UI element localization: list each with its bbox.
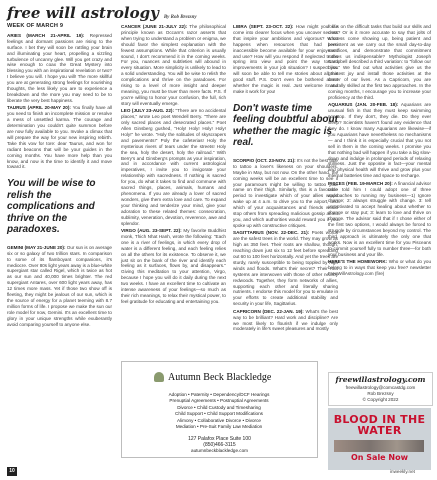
week-heading: WEEK OF MARCH 9 bbox=[7, 23, 64, 29]
ad-service-line: Divorce • Child Custody and Timesharing bbox=[177, 404, 261, 410]
horoscope-text: It's not the best time to tattoo a lover's likeness on your shoulders. Maybe in May, but not now. On the other hand, the coming weeks will be an excellent time to see if your paramours might be willing to tattoo your name on their thigh. Similarly, this is a favorable period to investigate which of your allies would wake up at 4 a.m. to drive you to the airport, and which of your acquaintances and friends would stop others from spreading malicious gossip about you, and which authorities would reward you if you spoke up with constructive critiques. bbox=[233, 157, 338, 228]
sign-heading: VIRGO (AUG. 23-SEPT. 22): bbox=[121, 228, 182, 233]
sign-heading: LEO (JULY 23-AUG. 22): bbox=[121, 108, 174, 114]
pull-quote: Don't waste time feeling doubtful about whether the magic is real. bbox=[233, 102, 338, 149]
ad-name: Autumn Beck Blackledge bbox=[168, 371, 272, 383]
sign-heading: PISCES (FEB. 19-MARCH 20): bbox=[328, 180, 393, 186]
ad-service-line: Alimony • Collaborative Divorce • Divorce bbox=[177, 417, 261, 423]
ad-service-line: Mediation • Pre-Suit Family Law Mediation bbox=[175, 424, 263, 430]
page-number: 10 bbox=[7, 467, 17, 476]
homework bbox=[328, 259, 431, 277]
horoscope-text: My favorite Buddhist monk, Thich Nhat Hanh, wrote the following: "Each one is a river of feelings, in which every drop of water is a different feeling, and each feeling relies on all the others for its existence. To observe it, we just sit on the bank of the river and identify each feeling as it surfaces, flows by, and disappears." Giving this meditation to your attention, Virgo, because I hope you will do it daily during the next two weeks. I have an excellent time to cultivate an intense awareness of your feelings—so much as their rich meanings, to relax their mystical power, to feel gratitude for educating and entertaining you. bbox=[121, 228, 226, 304]
ad-address bbox=[162, 436, 277, 448]
sign-heading: AQUARIUS (JAN. 20-FEB. 18): bbox=[328, 102, 399, 108]
ad-street: 127 Palafox Place Suite 100 bbox=[188, 436, 251, 442]
ad-phone: (850)466-3115 bbox=[203, 442, 236, 449]
horoscope-pisces bbox=[328, 181, 431, 258]
horoscope-scorpio bbox=[233, 158, 338, 229]
horoscope-text: The philosophical principle known as Occam's razor asserts that when trying to understand a problem or enigma, we should favor the simplest explanation with the fewest assumptions. While that criterion is usually sound, I don't recommend it in the coming weeks. For you, nuances and subtleties will abound in every situation. More simplicity is unlikely to lead to a solid understanding. You will be wise to relish the complications and thrive on the paradoxes. For rising to a level of more insight and deeper meaning, you must be truer than mere facts. P.S. If you're willing to honor your confusion, the full, rich story will eventually emerge. bbox=[121, 24, 226, 106]
poster-image bbox=[334, 440, 424, 452]
sign-heading: CANCER (JUNE 21-JULY 22): bbox=[121, 24, 188, 29]
horoscope-text: Who or what do you belong to in ways that keep you free? newsletter FreeWillAstrology.com (fire) bbox=[328, 259, 431, 276]
poster-subtitle: On Sale Now bbox=[351, 453, 408, 462]
sign-heading: SCORPIO (OCT. 23-NOV. 21): bbox=[233, 157, 296, 163]
poster-title: BLOOD IN THE WATER bbox=[333, 413, 426, 437]
masthead bbox=[7, 4, 197, 22]
column-title: free will astrology bbox=[7, 4, 159, 22]
law-office-ad[interactable] bbox=[121, 361, 318, 458]
ad-url[interactable]: autumnbeckblackledge.com bbox=[191, 448, 248, 453]
sign-heading: GEMINI (MAY 21-JUNE 20): bbox=[7, 244, 66, 250]
horoscope-taurus bbox=[7, 105, 112, 170]
horoscope-text: A financial advisor once told him I could adopt one of three approaches to running my business—1) Ignore change; 2: always struggle with change. 3: tell unmotivated to accept healing about whether to change or stay put; 3: learn to love and thrive on change. The advisor said that if I chose either of the first two options, I would always be forced to struggle by circumstances beyond my control. The third approach is ultimately the only one that works. Now is an excellent time for you Pisceans to commit yourself fully to number three—for both your business and your life. bbox=[328, 180, 431, 257]
horoscope-cancer bbox=[121, 24, 226, 107]
sign-heading: LIBRA (SEPT. 23-OCT. 22): bbox=[233, 24, 294, 29]
sign-heading: CAPRICORN (DEC. 22-JAN. 19): bbox=[233, 308, 304, 314]
ad-service-line: Adoption • Paternity • Dependency/DCF Hearings bbox=[168, 392, 270, 397]
site-box[interactable] bbox=[328, 372, 433, 406]
horoscope-aries bbox=[7, 33, 112, 104]
pull-quote: You will be wise to relish the complications and thrive on the paradoxes. bbox=[7, 178, 96, 236]
horoscope-text: What's the best way to be brilliant? Hard work and discipline? Are we most likely to flourish if we indulge only moderately in life's sweet pleasures and mostly bbox=[233, 308, 338, 332]
blood-in-the-water-ad[interactable] bbox=[328, 408, 431, 470]
column-3 bbox=[233, 24, 338, 334]
horoscope-capricorn bbox=[233, 309, 338, 333]
column-1 bbox=[7, 24, 112, 329]
sign-heading: HERE'S THE HOMEWORK: bbox=[328, 259, 388, 265]
horoscope-gemini bbox=[7, 245, 112, 328]
sign-heading: TAURUS (APRIL 20-MAY 20): bbox=[7, 105, 71, 111]
ad-service-line: Child Support • Child Support Modifications bbox=[175, 411, 263, 417]
sign-heading: ARIES (MARCH 21-APRIL 19): bbox=[7, 32, 85, 38]
horoscope-text: Poets words are the safest trees in the world. They may grow as high as 350 feet. Their roots are shallow, though, reaching down just six to 12 feet before spreading out 60 to 100 feet horizontally. And yet the trees are sturdy, rarely susceptible to being toppled by high winds and floods. What's their secret? Their root systems are interwoven with those of other nearby redwoods. Together, they form networks of allies, supporting each other and literally sharing nutrients. I endorse this model for you to emulate in your efforts to create additional stability and security in your life, Sagittarius. bbox=[233, 230, 339, 307]
byline: By Rob Brezsny bbox=[163, 15, 197, 20]
site-url[interactable]: freewillastrology.com bbox=[335, 375, 426, 384]
horoscope-text: You finally have all you need to finish an incomplete mission or resolve a mess of unsettled karma. The courage and determination you couldn't quite summon before are now fully available to you. Invoke a climax that will prepare the way for your new inspiring rebirth. Take this vow for tore: dear Taurus, and won for radiant beacons that will be your guides in the coming months. You have more help than you know, and now is the time to identify it and move toward it. bbox=[7, 105, 112, 170]
ad-logo bbox=[154, 367, 282, 387]
horoscope-leo bbox=[121, 108, 226, 226]
column-4 bbox=[328, 24, 431, 278]
horoscope-text: "There are no accidental places," wrote Leo poet Wendell Berry. "There are only sacred places and desecrated places." Poet Allen Ginsberg gushed, "Holy! Holy! Holy! Holy! Holy!" he wrote. "Holy the solitudes of skyscrapers and pavements!" Poly the cafeterias! Holy the mysterious rivers of tears under the streets! Holy the sea, holy the desert, holy the railroad." With Berry's and Ginsberg's prompts as your inspiration, and in accordance with current astrological imperatives, I invite you to invigorate your relationship with sacredness. If nothing is sacred for you, do what it takes to find and commune with sacred things, places, animals, humans and phenomena. If you are already a lover of sacred wonders, give them extra love and care. To expand your thinking and tenderize your mind, give your adoration to these related themes: consecration, sublimity, veneration, devotion, reverence, awe and splendor. bbox=[121, 108, 226, 226]
site-email[interactable]: freewillastrology@comcastdg.com bbox=[345, 385, 416, 390]
horoscope-libra bbox=[233, 24, 338, 95]
ad-services bbox=[144, 392, 294, 430]
horoscope-text: How might your life come into clearer focus when you uncover secrets that inspire your ambitions and vigorous? What happens when resources that had been inaccessible become available for your enjoyment and use? How will you respond if neglected truths spring into view and point the way toward improvements in your job situation? I suspect you will soon be able to tell me stories about all this good stuff. P.S. Don't even be bothered about whether the magic is real. Just welcome it and make it work for you! bbox=[233, 24, 338, 94]
tree-icon bbox=[154, 372, 164, 382]
horoscope-sagittarius bbox=[233, 230, 338, 307]
horoscope-text: Our sun is on average six or so galaxy of two trillion stars. In comparison to some of its flamboyant companions, it's mediocre. Over 80s light years away is a blue-white supergiant star called Rigel, which is twice as hot as our sun and 40,000 times brighter. The red supergiant Antares, over 600 light years away, has 12 times more mass. Yet if those two show off is fleeting, they might be jealous of our sun, which is the source of energy for a planet teeming with 8.7 million forms of life. I propose we make the sun our role model for now, Gemini. It's an excellent time to glory in your unique strengths while exuberantly avoid comparing yourself to anyone else. bbox=[7, 244, 112, 327]
horoscope-virgo bbox=[121, 228, 226, 305]
horoscope-text: Aquarians are unusual fish in that they must keep swimming nonstop. If they don't, they die. Do they ever sleep? Scientists haven't found any evidence that they do. I know many Aquarians are likewise—if you Aquarians have nevertheless no mechanisms— and I think it is especially crucial that you not sell in them in the coming weeks. I promise you that nothing bad will happen if you take a big slow-down and indulge in prolonged periods of relaxing stillness. Just the opposite in fact—your mental and physical health will thrive and grow plus your internal batteries time and space to recharge. bbox=[328, 102, 431, 179]
horoscope-text: Repressed feelings and dormant passions are rising to the surface. I bet they will soon be rattling your brain and illuminating your heart, propelling a sizzling turbulence of uncanny glee. Will you get crazy and wise enough to coax the Great Mystery into blessing you with an inspirational revelation or two? I believe you will. I hope you will! The more skillful you are at generating strong feelings for nourishing thoughts, the less likely you are to experience a breakdown and the more you may need to be to liberate the very best happiness. bbox=[7, 32, 112, 103]
horoscope-capricorn-cont bbox=[328, 24, 431, 101]
sign-heading: SAGITTARIUS (NOV. 22-DEC. 21): bbox=[233, 230, 310, 236]
column-2 bbox=[121, 24, 226, 306]
ad-service-line: Prenuptial Agreements • Postnuptial Agreements bbox=[169, 398, 269, 404]
footer-url: inweekly.net bbox=[390, 469, 415, 474]
horoscope-text: focus on the difficult tasks that build our skills and clout? Or is it more accurate to say that jolts of success come showing up, being patient and persistent as we carry out the small day-to-day sacrifices, and demonstrate that commitment makes us indispensable? Mythologist Joseph Campbell described a third variation: to "follow our bliss." We find out what activities give us the greatest joy and install those activities at the center of our lives. As a Capricorn, you are naturally skilled at the first two approaches. In the coming months, I encourage you to increase your proficiency at the third. bbox=[328, 24, 431, 100]
horoscope-aquarius bbox=[328, 102, 431, 179]
site-copyright: © Copyright 2022 bbox=[362, 397, 399, 402]
site-author: Rob Brezsny bbox=[367, 391, 394, 396]
